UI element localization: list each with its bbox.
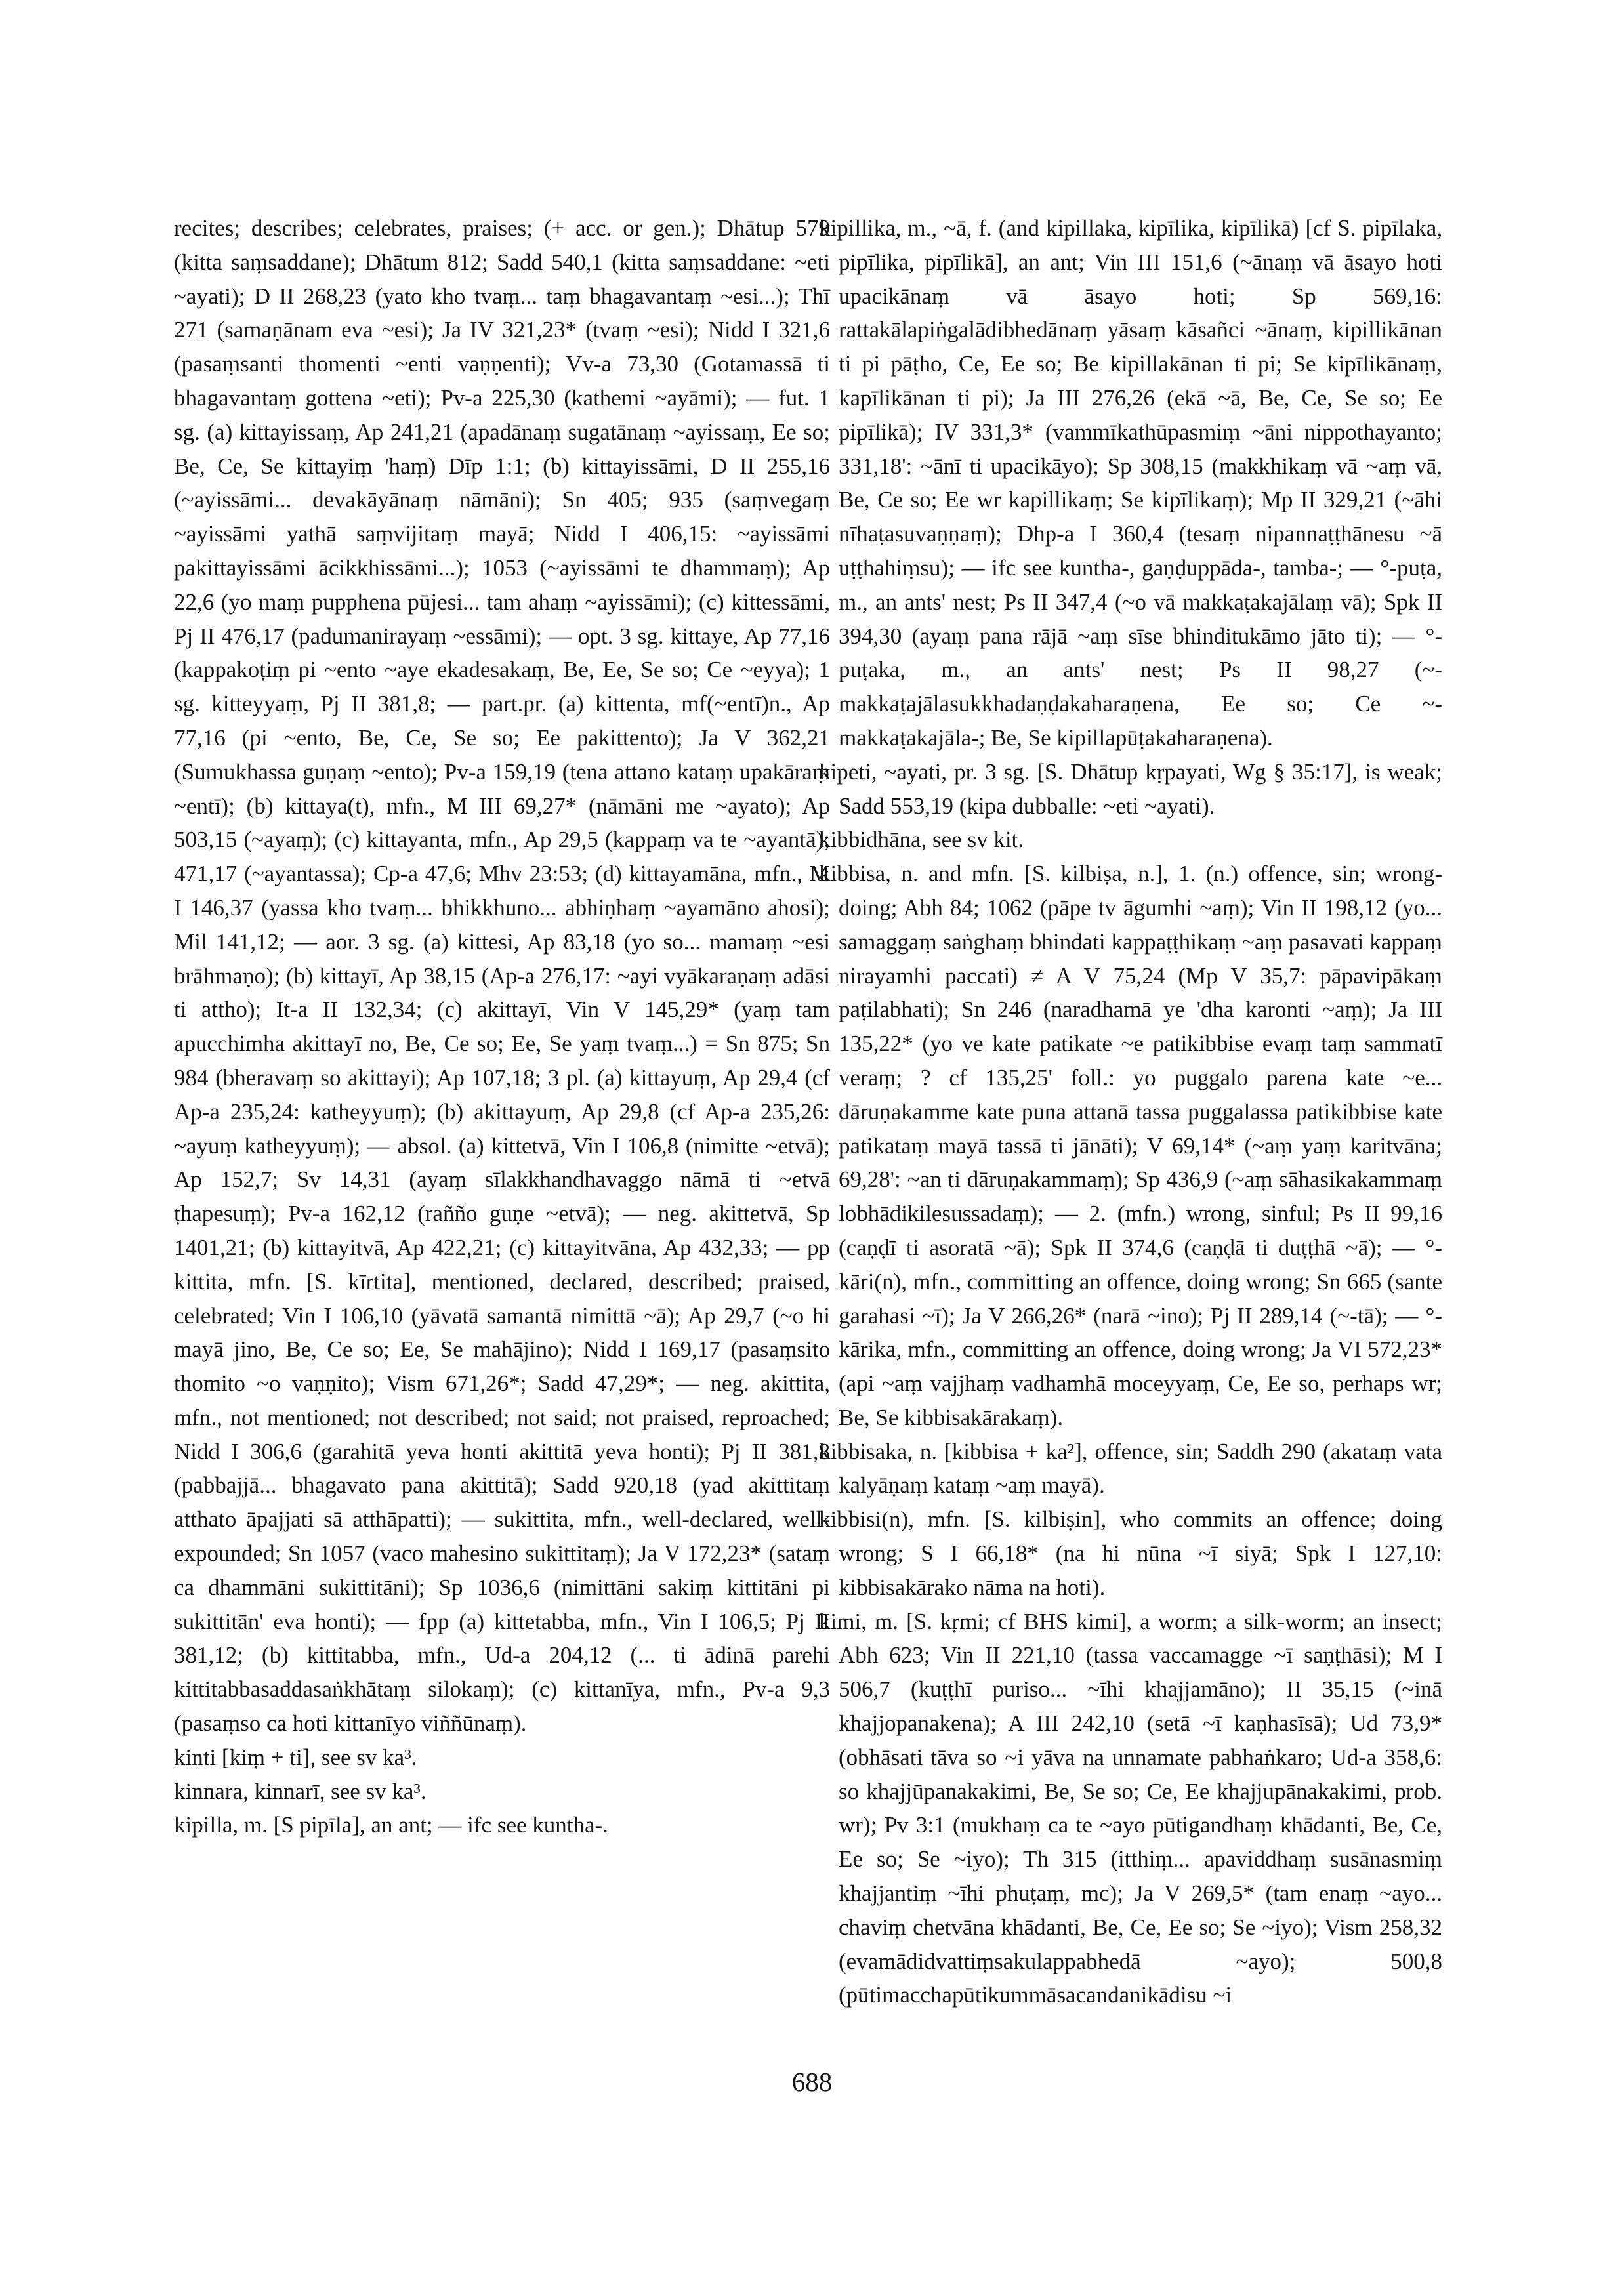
entry-kitteti-continued: recites; describes; celebrates, praises; (+ acc. or gen.); Dhātup 579 (kitta saṃsaddane); Dhātum 812; Sadd 540,1 (kitta saṃsaddane: ~eti ~ayati); D II 268,23 (yato kho tvaṃ... taṃ bhagavantaṃ ~esi...); Thī 271 (samaṇānam eva ~esi); Ja IV 321,23* (tvaṃ ~esi); Nidd I 321,6 (pasaṃsanti thomenti ~enti vaṇṇenti); Vv-a 73,30 (Gotamassā ti bhagavantaṃ gottena ~eti); Pv-a 225,30 (kathemi ~ayāmi); — fut. 1 sg. (a) kittayissaṃ, Ap 241,21 (apadānaṃ sugatānaṃ ~ayissaṃ, Ee so; Be, Ce, Se kittayiṃ 'haṃ) Dīp 1:1; (b) kittayissāmi, D II 255,16 (~ayissāmi... devakāyānaṃ nāmāni); Sn 405; 935 (saṃvegaṃ ~ayissāmi yathā saṃvijitaṃ mayā; Nidd I 406,15: ~ayissāmi pakittayissāmi ācikkhissāmi...); 1053 (~ayissāmi te dhammaṃ); Ap 22,6 (yo maṃ pupphena pūjesi... tam ahaṃ ~ayissāmi); (c) kittessāmi, Pj II 476,17 (padumanirayaṃ ~essāmi); — opt. 3 sg. kittaye, Ap 77,16 (kappakoṭiṃ pi ~ento ~aye ekadesakaṃ, Be, Ee, Se so; Ce ~eyya); 1 sg. kitteyyaṃ, Pj II 381,8; — part.pr. (a) kittenta, mf(~entī)n., Ap 77,16 (pi ~ento, Be, Ce, Se so; Ee pakittento); Ja V 362,21 (Sumukhassa guṇaṃ ~ento); Pv-a 159,19 (tena attano kataṃ upakāraṃ ~entī); (b) kittaya(t), mfn., M III 69,27* (nāmāni me ~ayato); Ap 503,15 (~ayaṃ); (c) kittayanta, mfn., Ap 29,5 (kappaṃ va te ~ayantā); 471,17 (~ayantassa); Cp-a 47,6; Mhv 23:53; (d) kittayamāna, mfn., M I 146,37 (yassa kho tvaṃ... bhikkhuno... abhiṇhaṃ ~ayamāno ahosi); Mil 141,12; — aor. 3 sg. (a) kittesi, Ap 83,18 (yo so... mamaṃ ~esi brāhmaṇo); (b) kittayī, Ap 38,15 (Ap-a 276,17: ~ayi vyākaraṇaṃ adāsi ti attho); It-a II 132,34; (c) akittayī, Vin V 145,29* (yaṃ tam apucchimha akittayī no, Be, Ce so; Ee, Se yaṃ tvaṃ...) = Sn 875; Sn 984 (bheravaṃ so akittayi); Ap 107,18; 3 pl. (a) kittayuṃ, Ap 29,4 (cf Ap-a 235,24: katheyyuṃ); (b) akittayuṃ, Ap 29,8 (cf Ap-a 235,26: ~ayuṃ katheyyuṃ); — absol. (a) kittetvā, Vin I 106,8 (nimitte ~etvā); Ap 152,7; Sv 14,31 (ayaṃ sīlakkhandhavaggo nāmā ti ~etvā ṭhapesuṃ); Pv-a 162,12 (rañño guṇe ~etvā); — neg. akittetvā, Sp 1401,21; (b) kittayitvā, Ap 422,21; (c) kittayitvāna, Ap 432,33; — pp kittita, mfn. [S. kīrtita], mentioned, declared, described; praised, celebrated; Vin I 106,10 (yāvatā samantā nimittā ~ā); Ap 29,7 (~o hi mayā jino, Be, Ce so; Ee, Se mahājino); Nidd I 169,17 (pasaṃsito thomito ~o vaṇṇito); Vism 671,26*; Sadd 47,29*; — neg. akittita, mfn., not mentioned; not described; not said; not praised, reproached; Nidd I 306,6 (garahitā yeva honti akittitā yeva honti); Pj II 381,8 (pabbajjā... bhagavato pana akittitā); Sadd 920,18 (yad akittitaṃ atthato āpajjati sā atthāpatti); — sukittita, mfn., well-declared, well-expounded; Sn 1057 (vaco mahesino sukittitaṃ); Ja V 172,23* (sataṃ ca dhammāni sukittitāni); Sp 1036,6 (nimittāni sakiṃ kittitāni pi sukittitān' eva honti); — fpp (a) kittetabba, mfn., Vin I 106,5; Pj II 381,12; (b) kittitabba, mfn., Ud-a 204,12 (... ti ādinā parehi kittitabbasaddasaṅkhātaṃ silokaṃ); (c) kittanīya, mfn., Pv-a 9,3 (pasaṃso ca hoti kittanīyo viññūnaṃ).	[174, 215, 830, 1737]
entry-kibbisaka: kibbisaka, n. [kibbisa + ka²], offence, sin; Saddh 290 (akataṃ vata kalyāṇaṃ kataṃ ~aṃ mayā).	[819, 1438, 1442, 1499]
entry-kimi: kimi, m. [S. kṛmi; cf BHS kimi], a worm; a silk-worm; an insect; Abh 623; Vin II 221,10 (tassa vaccamagge ~ī saṇṭhāsi); M I 506,7 (kuṭṭhī puriso... ~īhi khajjamāno); II 35,15 (~inā khajjopanakena); A III 242,10 (setā ~ī kaṇhasīsā); Ud 73,9* (obhāsati tāva so ~i yāva na unnamate pabhaṅkaro; Ud-a 358,6: so khajjūpanakakimi, Be, Se so; Ce, Ee khajjupānakakimi, prob. wr); Pv 3:1 (mukhaṃ ca te ~ayo pūtigandhaṃ khādanti, Be, Ce, Ee so; Se ~iyo); Th 315 (itthiṃ... apaviddhaṃ susānasmiṃ khajjantiṃ ~īhi phuṭaṃ, mc); Ja V 269,5* (tam enaṃ ~ayo... chaviṃ chetvāna khādanti, Be, Ce, Ee so; Se ~iyo); Vism 258,32 (evamādidvattiṃsakulappabhedā ~ayo); 500,8 (pūtimacchapūtikummāsacandanikādisu ~i	[819, 1608, 1442, 2008]
left-column	[174, 211, 830, 1842]
entry-kibbisin: kibbisi(n), mfn. [S. kilbiṣin], who commits an offence; doing wrong; S I 66,18* (na hi nūna ~ī siyā; Spk I 127,10: kibbisakārako nāma na hoti).	[819, 1506, 1442, 1600]
entry-kibbisa: kibbisa, n. and mfn. [S. kilbiṣa, n.], 1. (n.) offence, sin; wrong-doing; Abh 84; 1062 (pāpe tv āgumhi ~aṃ); Vin II 198,12 (yo... samaggaṃ saṅghaṃ bhindati kappaṭṭhikaṃ ~aṃ pasavati kappaṃ nirayamhi paccati) ≠ A V 75,24 (Mp V 35,7: pāpavipākaṃ paṭilabhati); Sn 246 (naradhamā ye 'dha karonti ~aṃ); Ja III 135,22* (yo ve kate patikate ~e patikibbise evaṃ taṃ sammatī veraṃ; ? cf 135,25' foll.: yo puggalo parena kate ~e... dāruṇakamme kate puna attanā tassa puggalassa patikibbise kate patikataṃ mayā tassā ti jānāti); V 69,14* (~aṃ yaṃ karitvāna; 69,28': ~an ti dāruṇakammaṃ); Sp 436,9 (~aṃ sāhasikakammaṃ lobhādikilesussadaṃ); — 2. (mfn.) wrong, sinful; Ps II 99,16 (caṇḍī ti asoratā ~ā); Spk II 374,6 (caṇḍā ti duṭṭhā ~ā); — °-kāri(n), mfn., committing an offence, doing wrong; Sn 665 (sante garahasi ~ī); Ja V 266,26* (narā ~ino); Pj II 289,14 (~-tā); — °-kārika, mfn., committing an offence, doing wrong; Ja VI 572,23* (api ~aṃ vajjhaṃ vadhamhā moceyyaṃ, Ce, Ee so, perhaps wr; Be, Se kibbisakārakaṃ).	[819, 861, 1442, 1430]
entry-kipillika: kipillika, m., ~ā, f. (and kipillaka, kipīlika, kipīlikā) [cf S. pipīlaka, pipīlika, pipīlikā], an ant; Vin III 151,6 (~ānaṃ vā āsayo hoti upacikānaṃ vā āsayo hoti; Sp 569,16: rattakālapiṅgalādibhedānaṃ yāsaṃ kāsañci ~ānaṃ, kipillikānan ti pi pāṭho, Ce, Ee so; Be kipillakānan ti pi; Se kipīlikānaṃ, kapīlikānan ti pi); Ja III 276,26 (ekā ~ā, Be, Ce, Se so; Ee pipīlikā); IV 331,3* (vammīkathūpasmiṃ ~āni nippothayanto; 331,18': ~ānī ti upacikāyo); Sp 308,15 (makkhikaṃ vā ~aṃ vā, Be, Ce so; Ee wr kapillikaṃ; Se kipīlikaṃ); Mp II 329,21 (~āhi nīhaṭasuvaṇṇaṃ); Dhp-a I 360,4 (tesaṃ nipannaṭṭhānesu ~ā uṭṭhahiṃsu); — ifc see kuntha-, gaṇḍuppāda-, tamba-; — °-puṭa, m., an ants' nest; Ps II 347,4 (~o vā makkaṭakajālaṃ vā); Spk II 394,30 (ayaṃ pana rājā ~aṃ sīse bhinditukāmo jāto ti); — °-puṭaka, m., an ants' nest; Ps II 98,27 (~-makkaṭajālasukkhadaṇḍakaharaṇena, Ee so; Ce ~-makkaṭakajāla-; Be, Se kipillapūṭakaharaṇena).	[819, 215, 1442, 751]
entry-kinnara: kinnara, kinnarī, see sv ka³.	[174, 1778, 427, 1804]
entry-kipilla: kipilla, m. [S pipīla], an ant; — ifc see kuntha-.	[174, 1812, 608, 1838]
page-number: 688	[791, 2067, 833, 2097]
entry-kinti: kinti [kiṃ + ti], see sv ka³.	[174, 1744, 417, 1770]
right-column	[819, 211, 1442, 2012]
entry-kipeti: kipeti, ~ayati, pr. 3 sg. [S. Dhātup kṛpayati, Wg § 35:17], is weak; Sadd 553,19 (kipa dubballe: ~eti ~ayati).	[819, 758, 1442, 819]
entry-kibbidhana: kibbidhāna, see sv kit.	[819, 827, 1024, 853]
